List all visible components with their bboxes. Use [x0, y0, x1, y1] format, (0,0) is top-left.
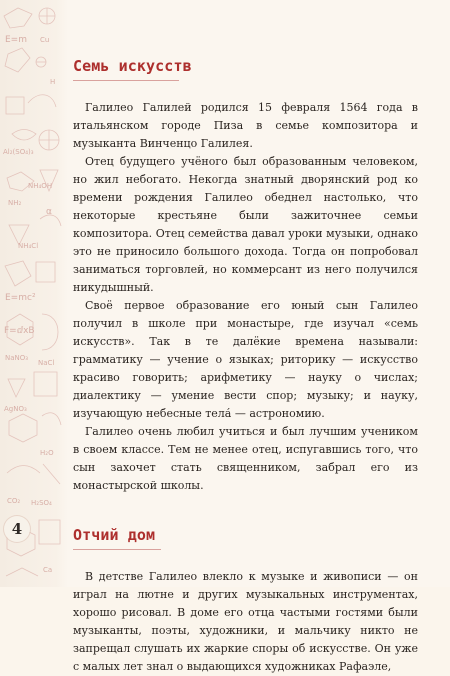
- doodle-formula-7: α: [46, 207, 52, 217]
- section-seven-arts: [73, 56, 418, 495]
- paragraph: Отец будущего учёного был образованным человеком, но жил небогато. Некогда знатный дворянский род ко времени рождения Галилео обеднел настолько, что некоторые крестьяне были зажиточнее семьи композитора. Отец семейства давал уроки музыки, однако это не приносило большого дохода. Тогда он попробовал заниматься торговлей, но коммерсант из него получился никудышный.: [73, 155, 418, 294]
- doodle-formula-17: Ca: [43, 566, 53, 574]
- doodle-formula-13: AgNO₃: [4, 405, 27, 413]
- section-title-underline: [73, 549, 161, 550]
- doodle-formula-16: H₂SO₄: [31, 499, 52, 507]
- paragraph: Своё первое образование его юный сын Галилео получил в школе при монастыре, где изучал «семь искусств». Так в те далёкие времена называли: грамматику — учение о языках; риторику — искусство красиво говорить; арифметику — науку о числах; диалектику — умение вести спор; музыку; и науку, изучающую небесные тела́ — астрономию.: [73, 299, 418, 420]
- paragraph: Галилео Галилей родился 15 февраля 1564 года в итальянском городе Пиза в семье композитора и музыканта Винченцо Галилея.: [73, 101, 418, 150]
- doodle-formula-6: NH₂: [8, 199, 22, 207]
- section-title: Семь искусств: [73, 57, 192, 75]
- decorative-margin: [0, 0, 66, 587]
- doodle-formula-2: Cu: [40, 36, 50, 44]
- doodle-formula-14: H₂O: [40, 449, 54, 457]
- doodle-formula-4: Al₂(SO₄)₃: [3, 148, 34, 156]
- page-content: [73, 28, 418, 676]
- paragraph: Галилео очень любил учиться и был лучшим учеником в своем классе. Тем не менее отец, испугавшись того, что сын захочет стать священником, забрал его из монастырской школы.: [73, 425, 418, 492]
- doodle-formula-11: NaNO₃: [5, 354, 29, 362]
- doodle-formula-12: NaCl: [38, 359, 55, 367]
- doodle-formula-10: F=ⅆxB: [4, 326, 35, 336]
- section-title: Отчий дом: [73, 526, 156, 544]
- section-home: [73, 525, 418, 676]
- doodle-formula-1: E=m: [5, 35, 27, 45]
- page-number: 4: [4, 516, 30, 542]
- section-title-underline: [73, 80, 179, 81]
- doodle-formula-5: NH₄OH: [28, 182, 53, 190]
- science-doodles: [0, 0, 66, 587]
- doodle-formula-3: H: [50, 78, 56, 86]
- paragraph: В детстве Галилео влекло к музыке и живописи — он играл на лютне и других музыкальных инструментах, хорошо рисовал. В доме его отца частыми гостями были музыканты, поэты, художники, и мальчику никто не запрещал слушать их жаркие споры об искусстве. Он уже с малых лет знал о выдающихся художниках Рафаэле,: [73, 570, 418, 673]
- doodle-formula-15: CO₂: [7, 497, 21, 505]
- doodle-formula-8: NH₄Cl: [18, 242, 39, 250]
- doodle-formula-9: E=mc²: [5, 293, 36, 303]
